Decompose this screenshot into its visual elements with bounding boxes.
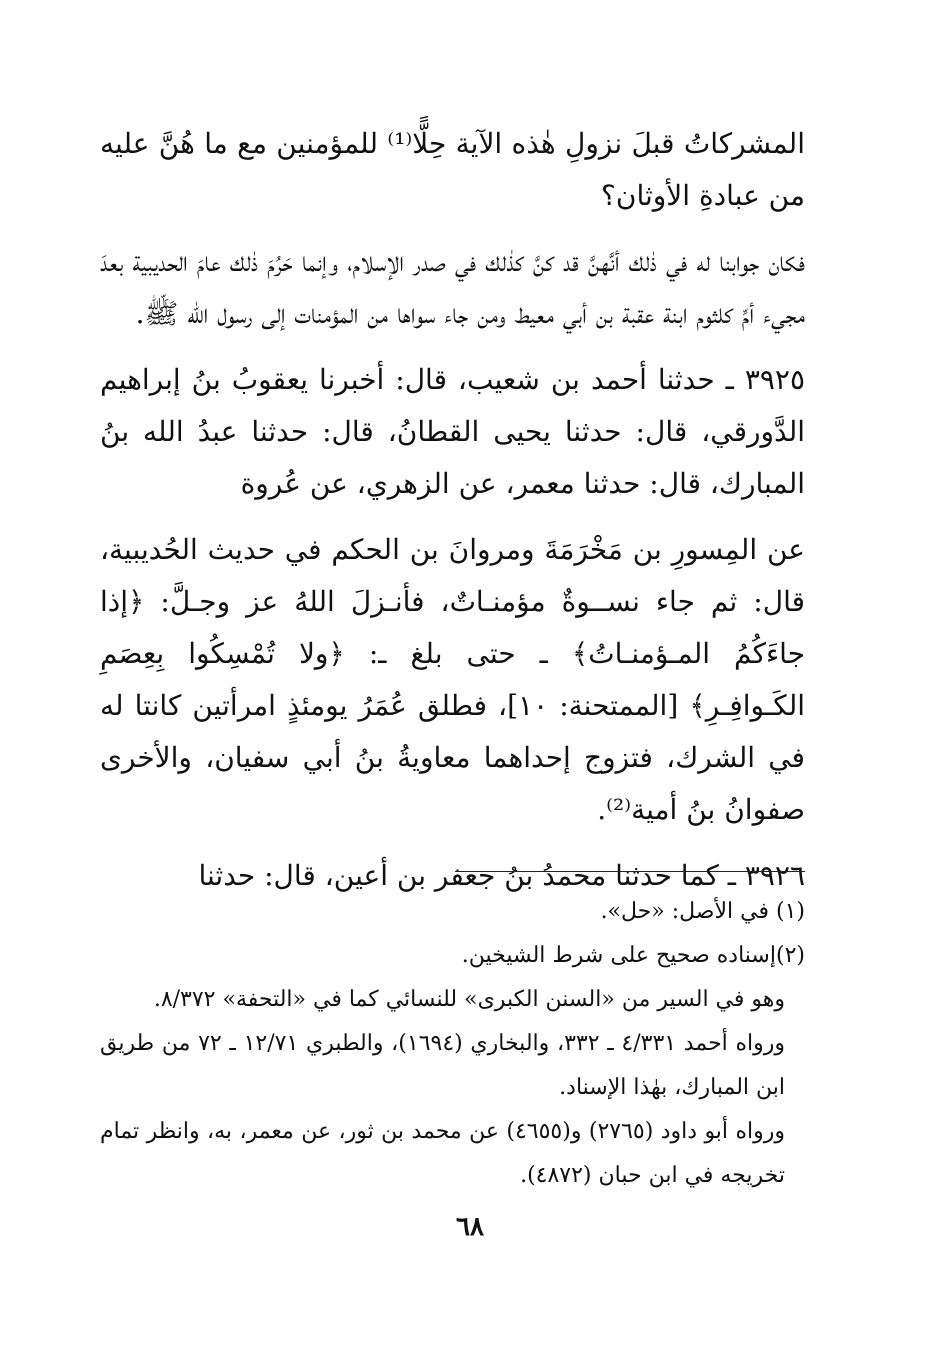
footnotes	[100, 890, 805, 1198]
hadith-3926-start: ٣٩٢٦ ـ كما حدثنا محمدُ بنُ جعفر بن أعين، قال: حدثنا	[198, 859, 805, 892]
main-text	[100, 118, 805, 912]
page-number: ٦٨	[456, 1212, 484, 1242]
footnote-1: (١) في الأصل: «حل».	[600, 899, 805, 924]
footnote-2-abudawud: ورواه أبو داود (٢٧٦٥) و(٤٦٥٥) عن محمد بن ثور، عن معمر، به، وانظر تمام تخريجه في ابن حبان (٤٨٧٢).	[100, 1119, 785, 1188]
footnote-2-ahmad: ورواه أحمد ٤/٣٣١ ـ ٣٣٢، والبخاري (١٦٩٤)، والطبري ١٢/٧١ ـ ٧٢ من طريق ابن المبارك، بهٰذا الإسناد.	[100, 1031, 786, 1100]
footnote-2: (٢)إسناده صحيح على شرط الشيخين.	[461, 943, 805, 968]
paragraph-answer: فكان جوابنا له في ذٰلك أنَّهنَّ قد كنَّ كذٰلك في صدر الإسلام، وإنما حَرُمَ ذٰلك عامَ الحديبية بعدَ مجيء أمِّ كلثوم ابنة عقبة بن أبي معيط ومن جاء سواها من المؤمنات إلى رسول الله ﷺ.	[100, 245, 805, 330]
footnote-2-source: وهو في السير من «السنن الكبرى» للنسائي كما في «التحفة» ٨/٣٧٢.	[153, 987, 785, 1012]
hadith-3925-matn: عن المِسورِ بن مَخْرَمَةَ ومروانَ بن الحكم في حديث الحُديبية، قال: ثم جاء نســوةٌ مؤمنـاتٌ، فأنـزلَ اللهُ عز وجـلَّ: ﴿إذا جاءَكُمُ المـؤمنـاتُ﴾ ـ حتى بلغ ـ: ﴿ولا تُمْسِكُوا بِعِصَمِ الكَـوافِـرِ﴾ [الممتحنة: ١٠]، فطلق عُمَرُ يومئذٍ امرأتين كانتا له في الشرك، فتزوج إحداهما معاويةُ بنُ أبي سفيان، والأخرى صفوانُ بنُ أمية⁽²⁾.	[100, 533, 805, 826]
paragraph-continuation: المشركاتُ قبلَ نزولِ هٰذه الآية حِلًّا⁽¹⁾ للمؤمنين مع ما هُنَّ عليه من عبادةِ الأوثان؟	[100, 127, 805, 212]
footnote-separator	[455, 871, 805, 872]
hadith-3925-isnad: ٣٩٢٥ ـ حدثنا أحمد بن شعيب، قال: أخبرنا يعقوبُ بنُ إبراهيم الدَّورقي، قال: حدثنا يحيى القطانُ، قال: حدثنا عبدُ الله بنُ المبارك، قال: حدثنا معمر، عن الزهري، عن عُروة	[100, 363, 805, 500]
